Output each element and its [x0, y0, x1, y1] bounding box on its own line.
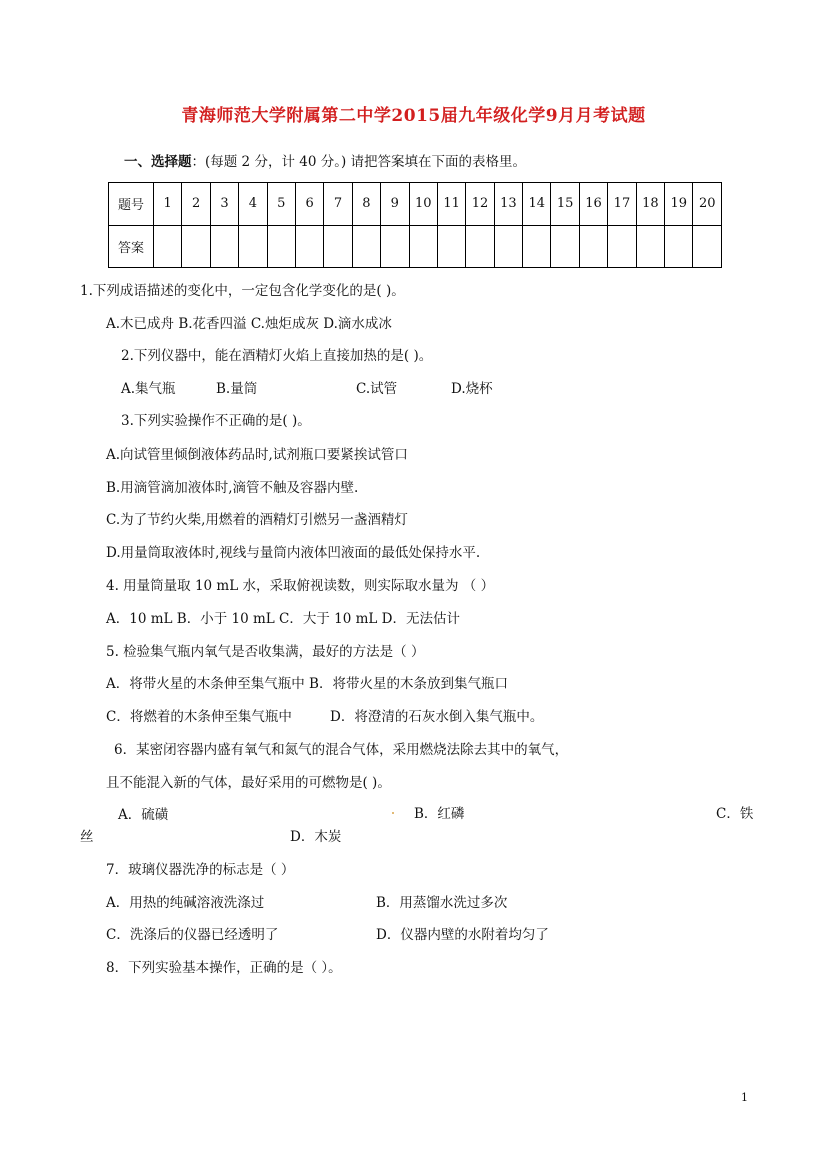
question-number-cell: 17 — [608, 183, 636, 226]
question-6-option-c-wrap: 丝 — [80, 829, 94, 845]
section-heading — [124, 150, 526, 170]
question-4-stem: 4. 用量筒量取 10 mL 水，采取俯视读数，则实际取水量为 （ ） — [106, 578, 495, 594]
answer-cell[interactable] — [239, 225, 267, 268]
question-3-option-c: C.为了节约火柴,用燃着的酒精灯引燃另一盏酒精灯 — [106, 512, 408, 528]
answer-cell[interactable] — [409, 225, 437, 268]
question-5-option-c: C．将燃着的木条伸至集气瓶中 — [106, 709, 292, 725]
question-6-option-a: A．硫磺 — [118, 807, 169, 823]
question-5-option-d: D．将澄清的石灰水倒入集气瓶中。 — [330, 709, 544, 725]
answer-cell[interactable] — [324, 225, 352, 268]
section-instructions: ：(每题 2 分，计 40 分。) 请把答案填在下面的表格里。 — [191, 154, 527, 170]
row-label-answer: 答案 — [109, 225, 154, 268]
question-number-cell: 15 — [551, 183, 579, 226]
question-1-options: A.木已成舟 B.花香四溢 C.烛炬成灰 D.滴水成冰 — [106, 316, 392, 332]
question-6-option-d: D．木炭 — [290, 829, 342, 845]
question-2-stem: 2.下列仪器中，能在酒精灯火焰上直接加热的是( )。 — [121, 348, 433, 364]
question-8-stem: 8．下列实验基本操作，正确的是（ ）。 — [106, 960, 342, 976]
question-number-cell: 10 — [409, 183, 437, 226]
answer-cell[interactable] — [182, 225, 210, 268]
question-7-stem: 7．玻璃仪器洗净的标志是（ ） — [106, 862, 295, 878]
answer-cell[interactable] — [210, 225, 238, 268]
answer-cell[interactable] — [295, 225, 323, 268]
answer-cell[interactable] — [523, 225, 551, 268]
question-number-cell: 16 — [579, 183, 607, 226]
question-number-cell: 12 — [466, 183, 494, 226]
answer-cell[interactable] — [352, 225, 380, 268]
question-number-row — [109, 183, 722, 226]
question-6-option-c: C．铁 — [716, 806, 754, 822]
question-6-stem-line-1: 6．某密闭容器内盛有氧气和氮气的混合气体，采用燃烧法除去其中的氧气， — [114, 742, 569, 758]
question-6-stem-line-2: 且不能混入新的气体，最好采用的可燃物是( )。 — [106, 775, 391, 791]
question-2-option-d: D.烧杯 — [451, 381, 493, 397]
question-number-cell: 13 — [494, 183, 522, 226]
question-number-cell: 8 — [352, 183, 380, 226]
page-title: 青海师范大学附属第二中学2015届九年级化学9月月考试题 — [181, 106, 646, 126]
section-lead: 一、选择题 — [124, 154, 192, 170]
answer-row — [109, 225, 722, 268]
question-6-option-b: B．红磷 — [414, 806, 465, 822]
answer-cell[interactable] — [551, 225, 579, 268]
question-number-cell: 14 — [523, 183, 551, 226]
question-number-cell: 9 — [381, 183, 409, 226]
question-number-cell: 3 — [210, 183, 238, 226]
answer-cell[interactable] — [494, 225, 522, 268]
question-number-cell: 7 — [324, 183, 352, 226]
question-7-option-b: B．用蒸馏水洗过多次 — [376, 895, 508, 911]
question-7-option-d: D．仪器内壁的水附着均匀了 — [376, 927, 549, 943]
question-number-cell: 20 — [693, 183, 722, 226]
answer-cell[interactable] — [636, 225, 664, 268]
question-2-option-a: A.集气瓶 — [121, 381, 176, 397]
answer-cell[interactable] — [579, 225, 607, 268]
question-2-option-b: B.量筒 — [216, 381, 258, 397]
question-number-cell: 4 — [239, 183, 267, 226]
question-number-cell: 6 — [295, 183, 323, 226]
question-7-option-a: A．用热的纯碱溶液洗涤过 — [106, 895, 265, 911]
question-2-option-c: C.试管 — [356, 381, 398, 397]
question-5-stem: 5. 检验集气瓶内氧气是否收集满，最好的方法是（ ） — [106, 644, 425, 660]
question-3-option-d: D.用量筒取液体时,视线与量筒内液体凹液面的最低处保持水平. — [106, 545, 481, 561]
question-1-stem: 1.下列成语描述的变化中，一定包含化学变化的是( )。 — [80, 283, 405, 299]
question-number-cell: 2 — [182, 183, 210, 226]
question-3-option-b: B.用滴管滴加液体时,滴管不触及容器内壁. — [106, 480, 359, 496]
answer-cell[interactable] — [381, 225, 409, 268]
question-5-options-ab: A．将带火星的木条伸至集气瓶中 B．将带火星的木条放到集气瓶口 — [106, 676, 508, 692]
question-number-cell: 19 — [665, 183, 693, 226]
question-4-options: A．10 mL B．小于 10 mL C．大于 10 mL D．无法估计 — [106, 611, 460, 627]
answer-cell[interactable] — [154, 225, 182, 268]
answer-cell[interactable] — [466, 225, 494, 268]
row-label-number: 题号 — [109, 183, 154, 226]
question-number-cell: 1 — [154, 183, 182, 226]
answer-cell[interactable] — [665, 225, 693, 268]
stray-mark — [392, 812, 394, 814]
answer-table — [108, 182, 722, 268]
question-number-cell: 5 — [267, 183, 295, 226]
question-7-option-c: C．洗涤后的仪器已经透明了 — [106, 927, 279, 943]
question-3-stem: 3.下列实验操作不正确的是( )。 — [121, 413, 311, 429]
question-number-cell: 18 — [636, 183, 664, 226]
question-3-option-a: A.向试管里倾倒液体药品时,试剂瓶口要紧挨试管口 — [106, 447, 408, 463]
answer-cell[interactable] — [267, 225, 295, 268]
answer-cell[interactable] — [437, 225, 465, 268]
page-number: 1 — [741, 1091, 748, 1104]
answer-cell[interactable] — [608, 225, 636, 268]
answer-cell[interactable] — [693, 225, 722, 268]
question-number-cell: 11 — [437, 183, 465, 226]
